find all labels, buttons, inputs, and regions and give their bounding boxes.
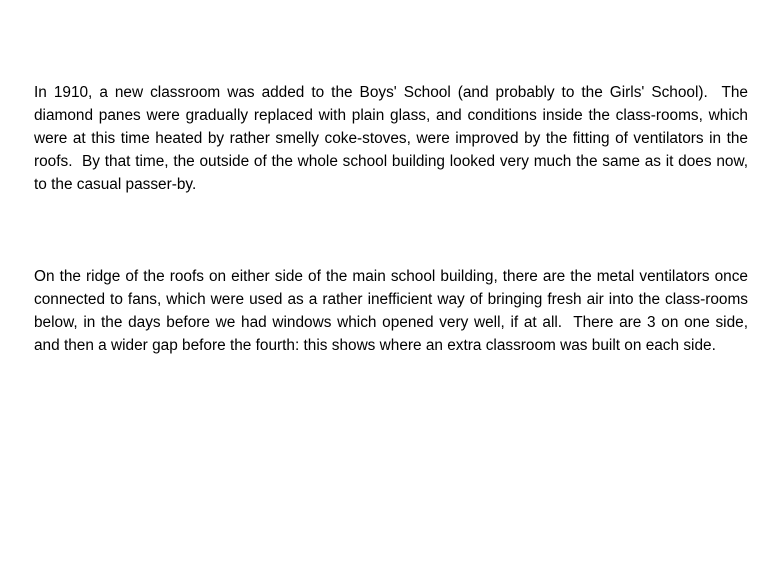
paragraph-2: On the ridge of the roofs on either side of the main school building, there are the metal ventilators once connected to fans, which were used as a rather inefficient way of bringing fresh air into the class-rooms below, in the days before we had windows which opened very well, if at all. There are 3 on one side, and then a wider gap before the fourth: this shows where an extra classroom was built on each side. (34, 268, 753, 354)
body-text (34, 35, 753, 426)
paragraph-1: In 1910, a new classroom was added to the Boys' School (and probably to the Girls' School). The diamond panes were gradually replaced with plain glass, and conditions inside the class-rooms, which were at this time heated by rather smelly coke-stoves, were improved by the fitting of ventilators in the roofs. By that time, the outside of the whole school building looked very much the same as it does now, to the casual passer-by. (34, 84, 753, 193)
